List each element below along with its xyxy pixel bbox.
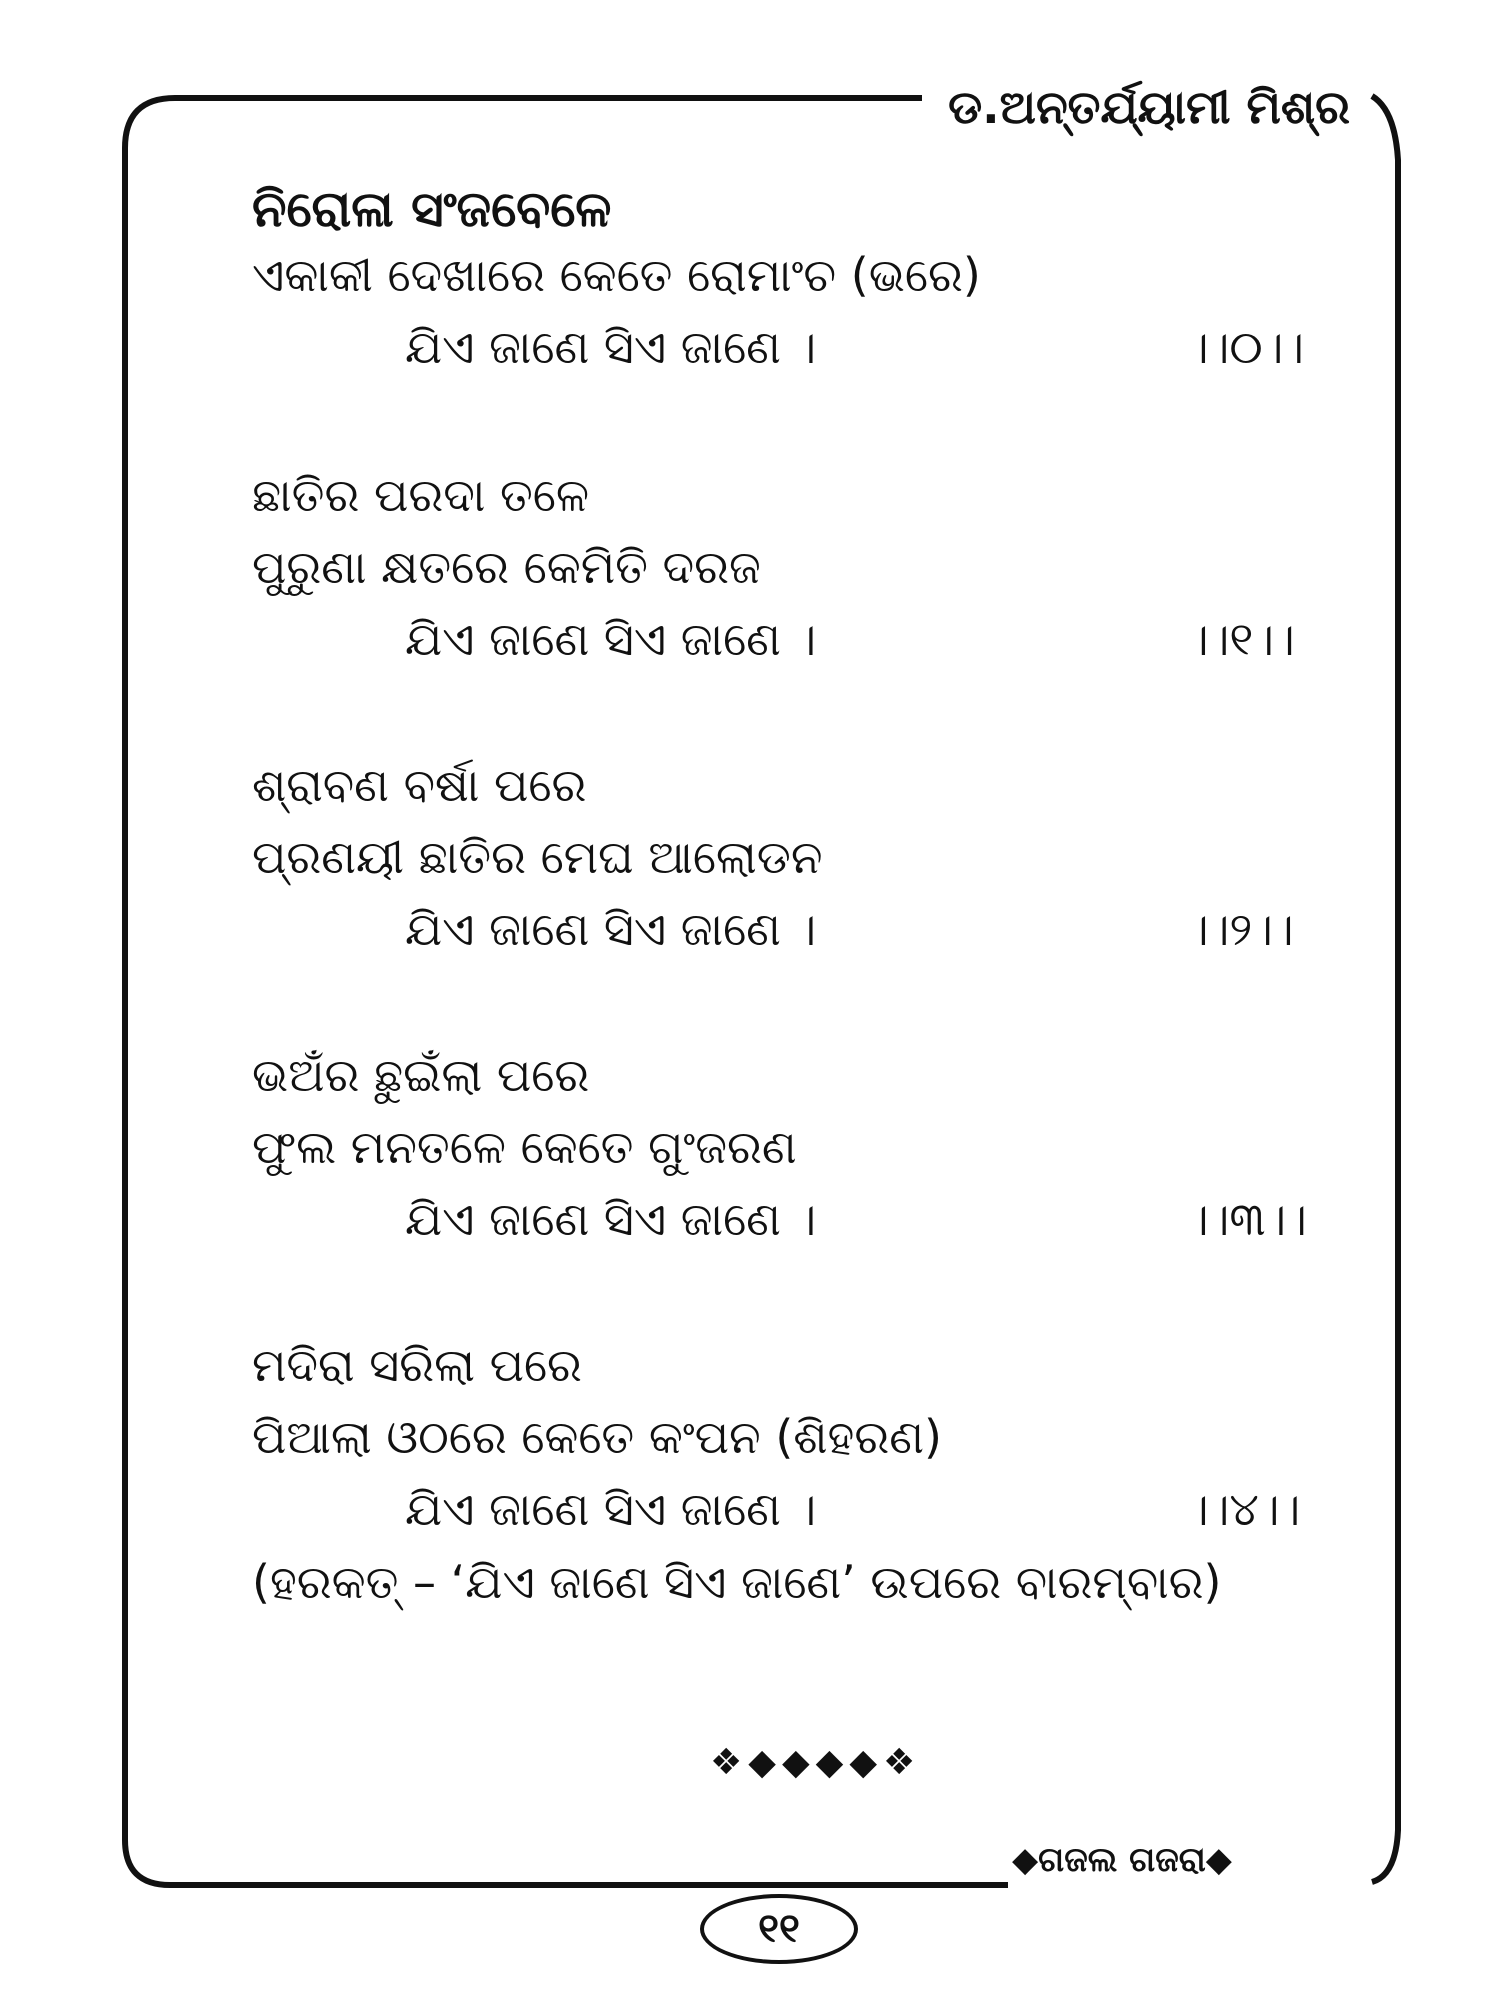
performance-note: (ହରକତ୍ – ‘ଯିଏ ଜାଣେ ସିଏ ଜାଣେ’ ଉପରେ ବାରମ୍ବାର) [252, 1555, 1222, 1609]
stanza-0-number: ।।୦।। [1188, 320, 1305, 374]
page-number-badge [700, 1894, 858, 1964]
stanza-2-line-1: ଶ୍ରାବଣ ବର୍ଷା ପରେ [252, 758, 587, 812]
stanza-1-line-2: ପୁରୁଣା କ୍ଷତରେ କେମିତି ଦରଜ [252, 540, 761, 594]
stanza-3-line-1: ଭଅଁର ଛୁଇଁଲା ପରେ [252, 1048, 590, 1102]
stanza-0-refrain: ଯିଏ ଜାଣେ ସିଏ ଜାଣେ । [405, 320, 817, 374]
author-name: ଡ.ଅନ୍ତର୍ଯ୍ୟାମୀ ମିଶ୍ର [948, 80, 1350, 134]
book-title: ◆ଗଜଲ ଗଜରା◆ [1012, 1840, 1232, 1880]
stanza-1-number: ।।୧।। [1188, 612, 1295, 666]
stanza-1-refrain: ଯିଏ ଜାଣେ ସିଏ ଜାଣେ । [405, 612, 817, 666]
poem-title: ନିରୋଳା ସଂଜବେଳେ [252, 180, 612, 238]
ornament-divider: ❖◆◆◆◆❖ [710, 1742, 922, 1783]
stanza-0-line-1: ଏକାକୀ ଦେଖାରେ କେତେ ରୋମାଂଚ (ଭରେ) [252, 248, 981, 302]
stanza-4-refrain: ଯିଏ ଜାଣେ ସିଏ ଜାଣେ । [405, 1482, 817, 1536]
stanza-3-number: ।।୩।। [1188, 1192, 1307, 1246]
stanza-1-line-1: ଛାତିର ପରଦା ତଳେ [252, 468, 590, 522]
stanza-3-line-2: ଫୁଲ ମନତଳେ କେତେ ଗୁଂଜରଣ [252, 1120, 797, 1174]
stanza-2-refrain: ଯିଏ ଜାଣେ ସିଏ ଜାଣେ । [405, 902, 817, 956]
stanza-4-number: ।।୪।। [1188, 1482, 1301, 1536]
stanza-2-number: ।।୨।। [1188, 902, 1294, 956]
stanza-4-line-2: ପିଆଲା ଓଠରେ କେତେ କଂପନ (ଶିହରଣ) [252, 1410, 942, 1464]
stanza-2-line-2: ପ୍ରଣୟୀ ଛାତିର ମେଘ ଆଲୋଡନ [252, 830, 823, 884]
stanza-3-refrain: ଯିଏ ଜାଣେ ସିଏ ଜାଣେ । [405, 1192, 817, 1246]
stanza-4-line-1: ମଦିରା ସରିଲା ପରେ [252, 1338, 582, 1392]
page-number: ୧୧ [758, 1906, 800, 1952]
